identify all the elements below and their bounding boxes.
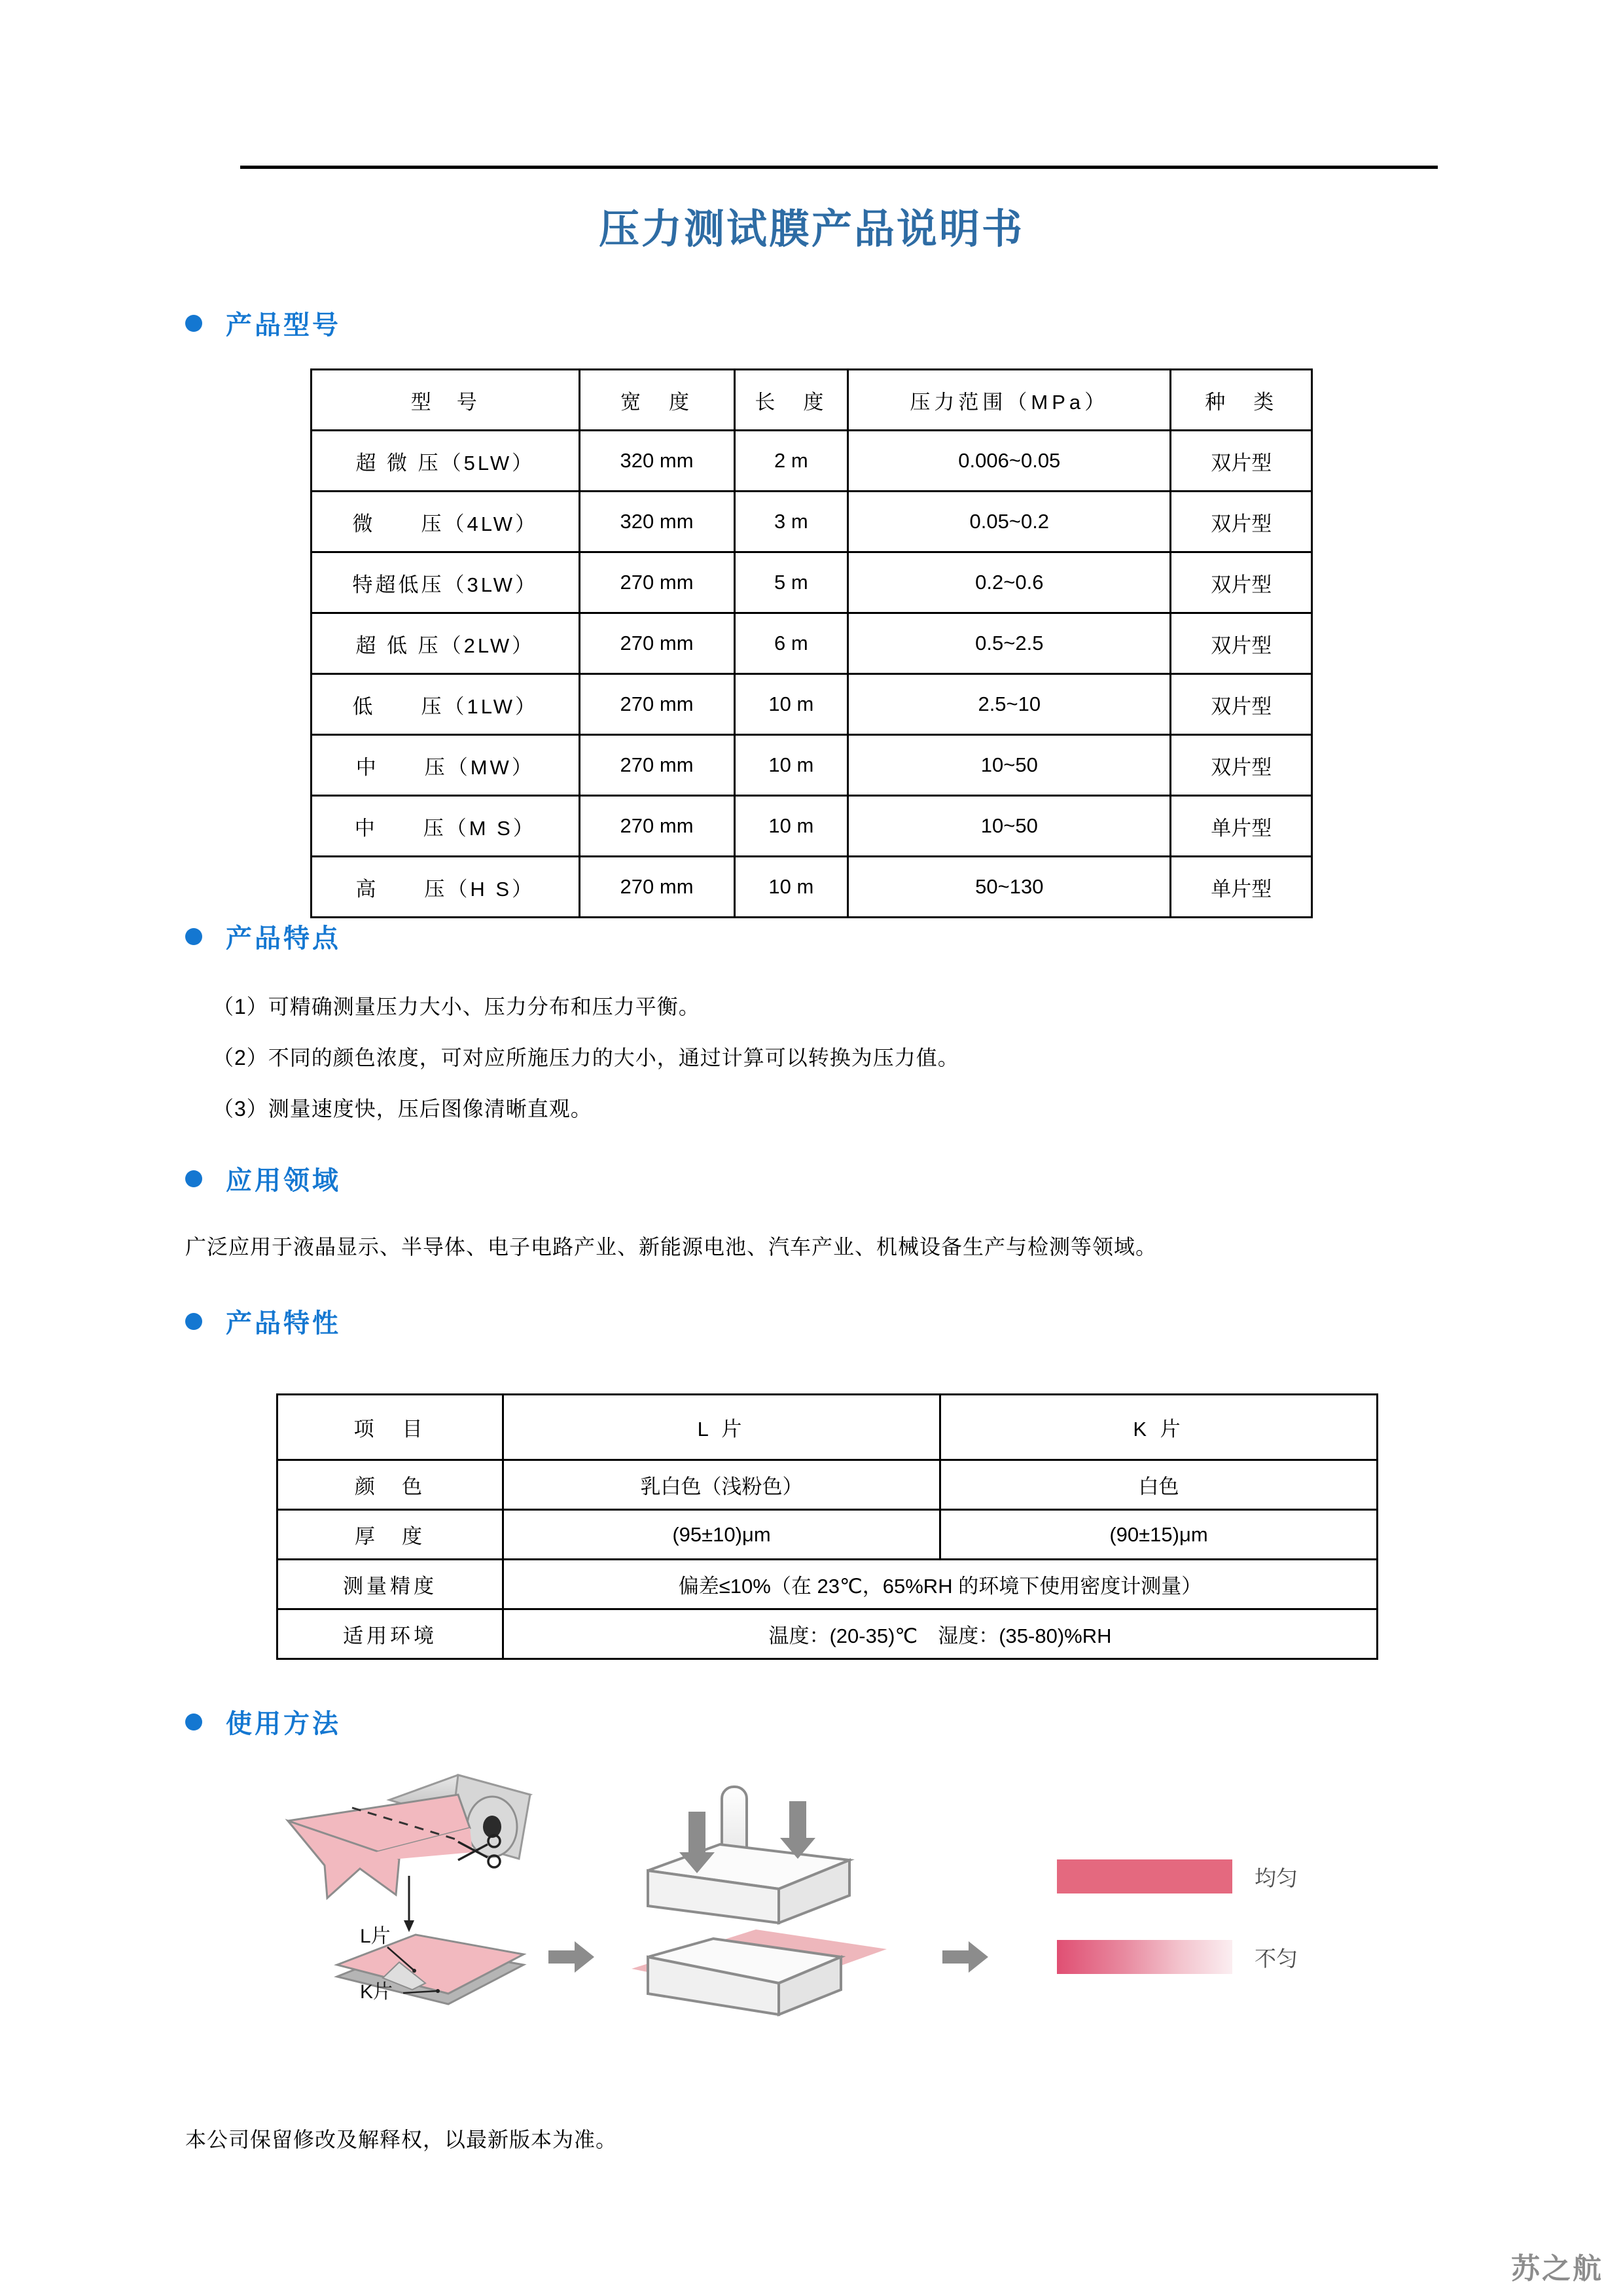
cell-type: 单片型 <box>1171 796 1312 857</box>
cell-type: 双片型 <box>1171 431 1312 492</box>
col-header-k-sheet: K 片 <box>940 1395 1378 1460</box>
characteristics-table <box>276 1393 1378 1660</box>
cell-pressure: 0.5~2.5 <box>848 613 1171 674</box>
flow-arrow-2-icon <box>942 1941 988 1973</box>
label-l-sheet: L片 <box>360 1926 391 1947</box>
cell-pressure: 10~50 <box>848 796 1171 857</box>
cell-model: 超 低 压（2LW） <box>312 613 580 674</box>
cell-length: 6 m <box>734 613 848 674</box>
bullet-icon <box>185 928 202 945</box>
feature-item-2: （2）不同的颜色浓度，可对应所施压力的大小，通过计算可以转换为压力值。 <box>213 1046 959 1069</box>
section-heading-characteristics-label: 产品特性 <box>226 1309 341 1338</box>
section-heading-usage-label: 使用方法 <box>226 1710 341 1738</box>
col-header-model: 型 号 <box>312 370 580 431</box>
bullet-icon <box>185 1713 202 1731</box>
legend-swatch-even <box>1057 1859 1232 1893</box>
col-header-type: 种 类 <box>1171 370 1312 431</box>
cell-width: 270 mm <box>579 857 734 918</box>
cell-merged-value: 温度：(20-35)℃ 湿度：(35-80)%RH <box>503 1609 1378 1659</box>
model-table <box>310 368 1313 918</box>
cell-length: 3 m <box>734 492 848 552</box>
table-row <box>312 796 1312 857</box>
feature-item-3: （3）测量速度快，压后图像清晰直观。 <box>213 1097 592 1121</box>
section-heading-characteristics <box>185 1302 341 1340</box>
cell-pressure: 0.006~0.05 <box>848 431 1171 492</box>
table-row <box>312 674 1312 735</box>
feature-item-1: （1）可精确测量压力大小、压力分布和压力平衡。 <box>213 995 700 1018</box>
table-row <box>312 552 1312 613</box>
cell-model: 超 微 压（5LW） <box>312 431 580 492</box>
cell-k-value: (90±15)μm <box>940 1510 1378 1560</box>
cell-type: 双片型 <box>1171 674 1312 735</box>
cell-type: 双片型 <box>1171 492 1312 552</box>
cell-length: 10 m <box>734 796 848 857</box>
section-heading-application-label: 应用领域 <box>226 1166 341 1195</box>
table-row <box>277 1609 1378 1659</box>
bullet-icon <box>185 315 202 332</box>
cell-model: 中 压（M S） <box>312 796 580 857</box>
cell-length: 10 m <box>734 857 848 918</box>
col-header-pressure: 压力范围（MPa） <box>848 370 1171 431</box>
cell-l-value: 乳白色（浅粉色） <box>503 1460 940 1510</box>
table-row <box>312 857 1312 918</box>
table-row <box>312 735 1312 796</box>
legend-item-even <box>1057 1857 1371 1895</box>
cell-width: 270 mm <box>579 613 734 674</box>
cell-type: 双片型 <box>1171 552 1312 613</box>
cell-width: 270 mm <box>579 552 734 613</box>
cell-pressure: 2.5~10 <box>848 674 1171 735</box>
cell-merged-value: 偏差≤10%（在 23℃，65%RH 的环境下使用密度计测量） <box>503 1560 1378 1609</box>
footer-note: 本公司保留修改及解释权，以最新版本为准。 <box>185 2128 618 2151</box>
cell-length: 2 m <box>734 431 848 492</box>
table-row <box>277 1560 1378 1609</box>
cell-item: 颜 色 <box>277 1460 503 1510</box>
cell-width: 270 mm <box>579 735 734 796</box>
bullet-icon <box>185 1170 202 1187</box>
cell-length: 5 m <box>734 552 848 613</box>
cell-type: 双片型 <box>1171 613 1312 674</box>
cell-length: 10 m <box>734 735 848 796</box>
press-blocks-icon <box>632 1787 887 2015</box>
cell-type: 双片型 <box>1171 735 1312 796</box>
cell-model: 微 压（4LW） <box>312 492 580 552</box>
cell-width: 270 mm <box>579 674 734 735</box>
cell-item: 厚 度 <box>277 1510 503 1560</box>
col-header-l-sheet: L 片 <box>503 1395 940 1460</box>
cell-width: 320 mm <box>579 492 734 552</box>
section-heading-model-label: 产品型号 <box>226 311 341 340</box>
cell-length: 10 m <box>734 674 848 735</box>
down-arrow-icon <box>404 1876 414 1932</box>
col-header-width: 宽 度 <box>579 370 734 431</box>
table-row <box>312 613 1312 674</box>
cell-type: 单片型 <box>1171 857 1312 918</box>
application-text: 广泛应用于液晶显示、半导体、电子电路产业、新能源电池、汽车产业、机械设备生产与检测等领域。 <box>185 1235 1158 1259</box>
header-rule <box>240 166 1438 169</box>
legend-label-uneven: 不匀 <box>1255 1946 1298 1971</box>
cell-model: 高 压（H S） <box>312 857 580 918</box>
section-heading-model <box>185 304 341 342</box>
cell-pressure: 0.05~0.2 <box>848 492 1171 552</box>
section-heading-application <box>185 1160 341 1197</box>
cell-width: 320 mm <box>579 431 734 492</box>
cell-k-value: 白色 <box>940 1460 1378 1510</box>
cell-pressure: 10~50 <box>848 735 1171 796</box>
watermark: 苏之航 <box>1511 2253 1603 2285</box>
legend-label-even: 均匀 <box>1255 1865 1298 1890</box>
bullet-icon <box>185 1313 202 1330</box>
table-header-row <box>277 1395 1378 1460</box>
label-k-sheet: K片 <box>360 1981 393 2003</box>
flow-arrow-1-icon <box>548 1941 594 1973</box>
section-heading-features-label: 产品特点 <box>226 924 341 953</box>
cell-model: 低 压（1LW） <box>312 674 580 735</box>
table-header-row <box>312 370 1312 431</box>
legend-swatch-uneven <box>1057 1940 1232 1974</box>
table-row <box>312 431 1312 492</box>
legend-item-uneven <box>1057 1938 1371 1976</box>
section-heading-usage <box>185 1703 341 1740</box>
cell-item: 适用环境 <box>277 1609 503 1659</box>
cell-model: 中 压（MW） <box>312 735 580 796</box>
cell-item: 测量精度 <box>277 1560 503 1609</box>
table-row <box>277 1460 1378 1510</box>
cell-l-value: (95±10)μm <box>503 1510 940 1560</box>
cell-model: 特超低压（3LW） <box>312 552 580 613</box>
section-heading-features <box>185 918 341 955</box>
col-header-item: 项 目 <box>277 1395 503 1460</box>
page-title: 压力测试膜产品说明书 <box>598 207 1024 252</box>
table-row <box>312 492 1312 552</box>
table-row <box>277 1510 1378 1560</box>
col-header-length: 长 度 <box>734 370 848 431</box>
cell-pressure: 0.2~0.6 <box>848 552 1171 613</box>
cell-width: 270 mm <box>579 796 734 857</box>
result-legend <box>1057 1857 1371 1976</box>
cell-pressure: 50~130 <box>848 857 1171 918</box>
